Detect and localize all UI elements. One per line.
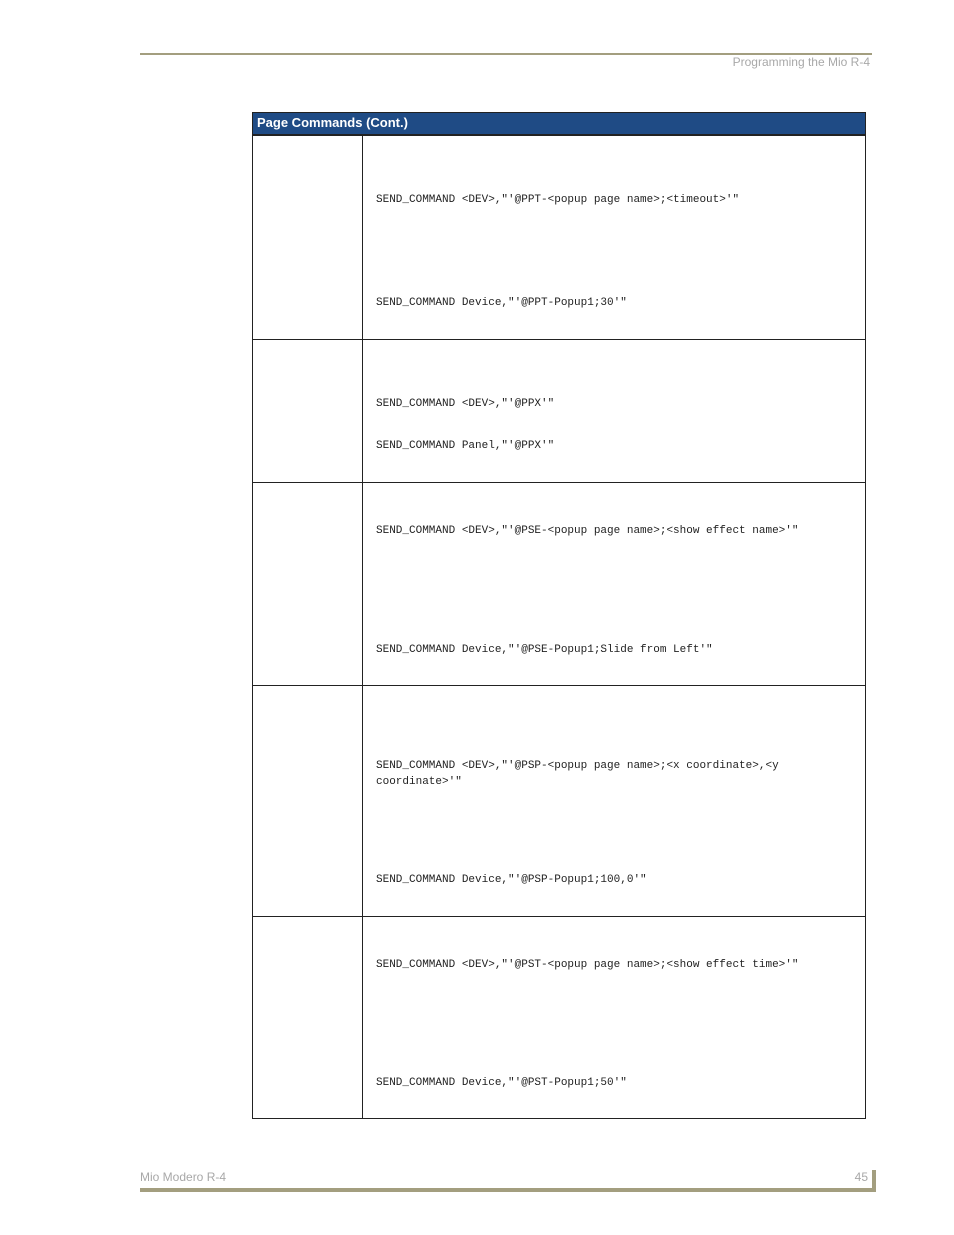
example-code: SEND_COMMAND Device,"'@PSP-Popup1;100,0'" — [376, 874, 647, 886]
table-row — [253, 339, 865, 482]
command-description-cell — [363, 340, 865, 482]
command-description-cell — [363, 917, 865, 1118]
syntax-code: SEND_COMMAND <DEV>,"'@PSP-<popup page name>;<x coordinate>,<y coordinate>'" — [376, 760, 786, 788]
command-name-cell — [253, 686, 363, 916]
example-code: SEND_COMMAND Device,"'@PPT-Popup1;30'" — [376, 297, 627, 309]
example-code: SEND_COMMAND Panel,"'@PPX'" — [376, 440, 555, 452]
running-header: Programming the Mio R-4 — [732, 55, 870, 69]
table-row — [253, 685, 865, 916]
table-heading: Page Commands (Cont.) — [253, 113, 865, 135]
syntax-code: SEND_COMMAND <DEV>,"'@PSE-<popup page name>;<show effect name>'" — [376, 525, 799, 537]
syntax-code: SEND_COMMAND <DEV>,"'@PPX'" — [376, 398, 555, 410]
command-name-cell — [253, 917, 363, 1118]
example-code: SEND_COMMAND Device,"'@PST-Popup1;50'" — [376, 1077, 627, 1089]
command-name-cell — [253, 483, 363, 685]
command-name-cell — [253, 136, 363, 339]
command-description-cell — [363, 686, 865, 916]
page-commands-table — [252, 112, 866, 1119]
command-description-cell — [363, 136, 865, 339]
page-number: 45 — [854, 1170, 868, 1184]
footer-rule — [140, 1188, 875, 1192]
footer-rule-tick — [872, 1170, 876, 1192]
command-description-cell — [363, 483, 865, 685]
table-row — [253, 135, 865, 339]
footer-doc-title: Mio Modero R-4 — [140, 1170, 227, 1184]
table-row — [253, 916, 865, 1118]
syntax-code: SEND_COMMAND <DEV>,"'@PPT-<popup page name>;<timeout>'" — [376, 194, 740, 206]
example-code: SEND_COMMAND Device,"'@PSE-Popup1;Slide from Left'" — [376, 644, 713, 656]
syntax-code: SEND_COMMAND <DEV>,"'@PST-<popup page name>;<show effect time>'" — [376, 959, 799, 971]
table-row — [253, 482, 865, 685]
command-name-cell — [253, 340, 363, 482]
